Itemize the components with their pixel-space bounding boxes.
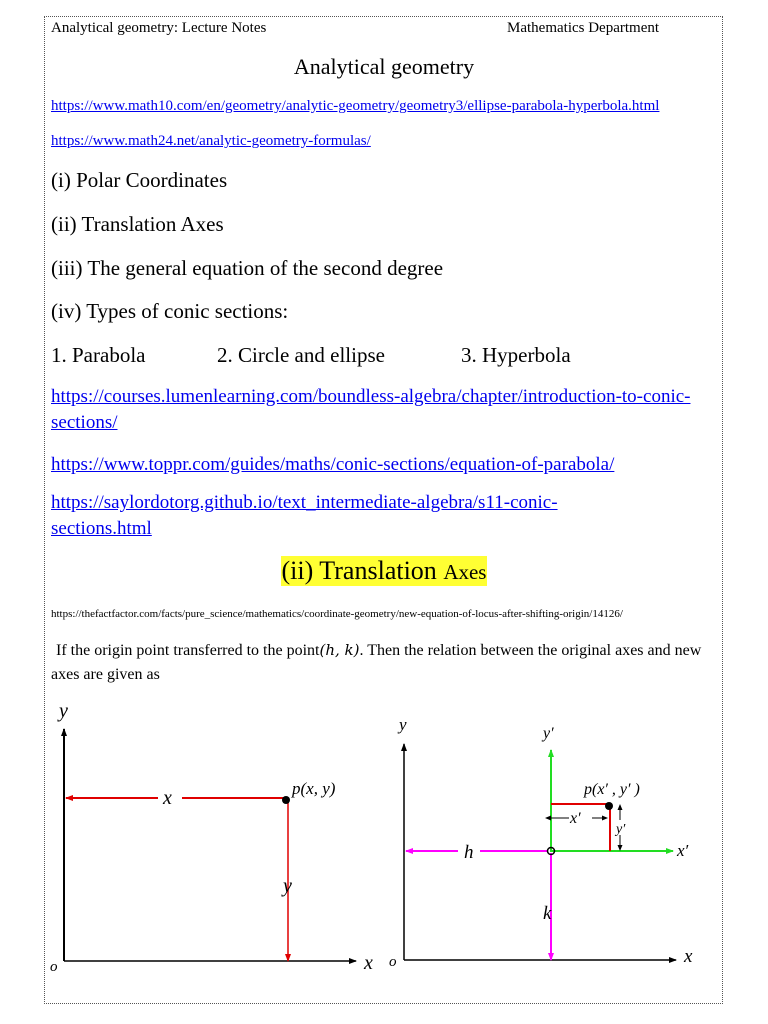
link-lumenlearning[interactable]: https://courses.lumenlearning.com/boundless-algebra/chapter/introduction-to-conic-sections/ [51, 386, 691, 433]
left-point-label: p(x, y) [292, 779, 336, 798]
topic-types-conic: (iv) Types of conic sections: [51, 299, 289, 323]
topic-general-equation: (iii) The general equation of the second degree [51, 256, 444, 280]
source-link[interactable]: https://thefactfactor.com/facts/pure_science/mathematics/coordinate-geometry/new-equation-of-locus-after-shifting-origin/14126/ [51, 608, 623, 620]
right-new-y-label: y′ [543, 725, 554, 742]
section-heading-small: Axes [443, 560, 487, 584]
right-yprime-label: y′ [616, 822, 626, 837]
topic-translation-axes: (ii) Translation Axes [51, 212, 224, 236]
left-origin-label: o [50, 959, 58, 975]
link-toppr[interactable]: https://www.toppr.com/guides/maths/conic-sections/equation-of-parabola/ [51, 454, 615, 475]
link-saylor[interactable]: https://saylordotorg.github.io/text_intermediate-algebra/s11-conic-sections.html [51, 492, 558, 539]
right-h-label: h [464, 842, 474, 863]
para-point: (h, k) [319, 641, 360, 659]
left-x-distance-label: x [163, 787, 172, 809]
right-point-p [605, 802, 613, 810]
conic-type-hyperbola: 3. Hyperbola [461, 343, 571, 367]
right-xprime-label: x′ [570, 810, 581, 827]
left-point-p [282, 796, 290, 804]
link-math24[interactable]: https://www.math24.net/analytic-geometry-formulas/ [51, 133, 371, 149]
left-y-distance-label: y [283, 875, 292, 897]
right-origin-label: o [389, 954, 397, 970]
right-axis-x-label: x [684, 946, 693, 967]
para-before: If the origin point transferred to the point [56, 642, 320, 659]
left-axis-y-label: y [59, 700, 68, 722]
conic-type-circle-ellipse: 2. Circle and ellipse [217, 343, 385, 367]
link-math10[interactable]: https://www.math10.com/en/geometry/analytic-geometry/geometry3/ellipse-parabola-hyperbola.html [51, 98, 660, 114]
page-title: Analytical geometry [293, 54, 475, 79]
header-left: Analytical geometry: Lecture Notes [51, 20, 267, 36]
header-right: Mathematics Department [507, 20, 660, 36]
right-point-label: p(x′ , y′ ) [584, 781, 640, 798]
intro-paragraph [51, 638, 723, 687]
figure-original-axes [0, 695, 400, 985]
section-heading-main: (ii) Translation [281, 556, 437, 585]
para-after: . Then the relation between the original axes and new axes are given as [51, 642, 702, 683]
left-axis-x-label: x [364, 952, 373, 974]
topic-polar-coordinates: (i) Polar Coordinates [51, 168, 228, 192]
conic-type-parabola: 1. Parabola [51, 343, 146, 367]
section-heading [281, 556, 488, 586]
right-new-x-label: x′ [677, 841, 689, 860]
figure-translated-axes [380, 710, 720, 985]
right-k-label: k [543, 903, 552, 924]
section-heading-wrap [0, 556, 768, 586]
right-axis-y-label: y [399, 715, 407, 734]
